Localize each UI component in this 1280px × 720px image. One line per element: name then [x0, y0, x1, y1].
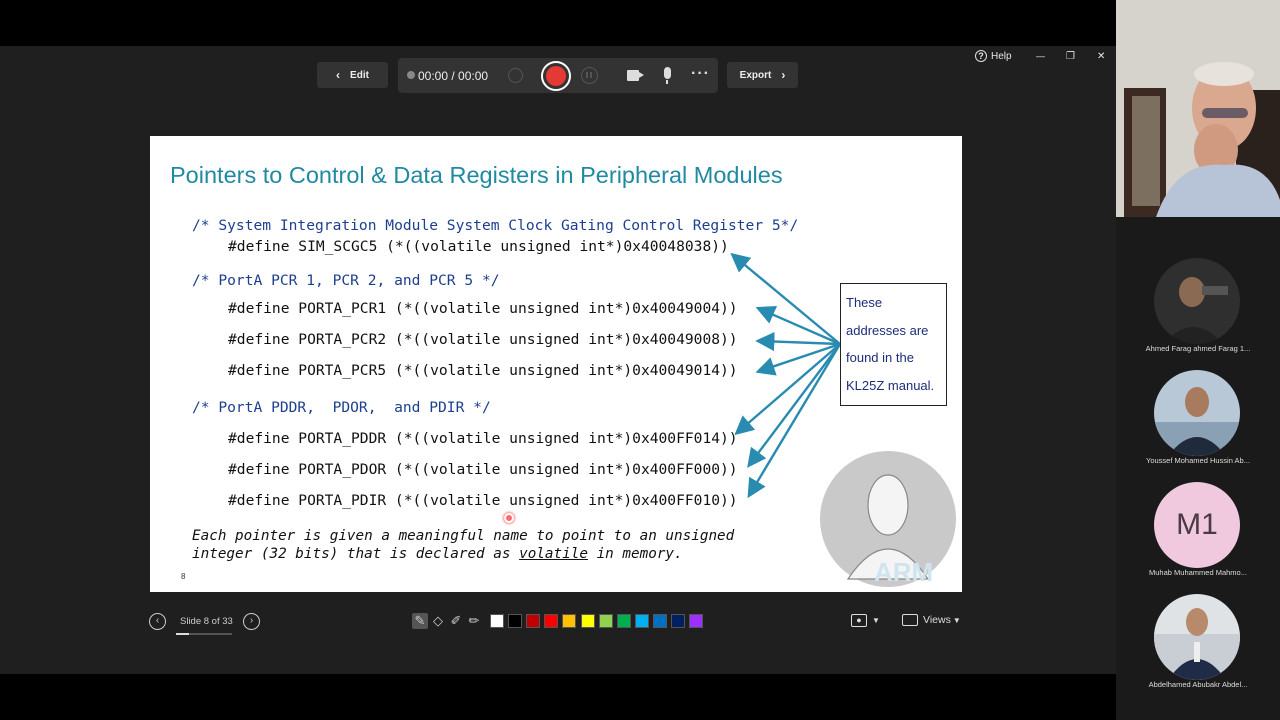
recording-controls	[398, 58, 718, 93]
pen-color-swatch[interactable]	[508, 614, 522, 628]
help-button[interactable]	[975, 48, 1012, 64]
arm-watermark: ARM	[874, 557, 934, 587]
slide-canvas	[150, 136, 962, 592]
pen-color-swatch[interactable]	[671, 614, 685, 628]
note-line-1: Each pointer is given a meaningful name to point to an unsigned	[192, 528, 735, 544]
highlighter-icon[interactable]: ✐	[450, 613, 462, 628]
minimize-button[interactable]: —	[1036, 51, 1045, 61]
slide-progress-bar	[176, 633, 232, 635]
pen-color-swatch[interactable]	[544, 614, 558, 628]
status-dot-icon	[407, 71, 415, 79]
restore-button[interactable]: ❐	[1066, 50, 1075, 62]
pen-color-swatch[interactable]	[526, 614, 540, 628]
recording-timer: 00:00 / 00:00	[418, 69, 489, 83]
pen-color-swatch[interactable]	[581, 614, 595, 628]
presenter-placeholder-avatar	[818, 449, 958, 589]
camera-layout-button[interactable]	[851, 614, 880, 627]
code-line-1: /* System Integration Module System Clock Gating Control Register 5*/	[192, 217, 799, 234]
export-label: Export	[739, 69, 772, 81]
slide-number: 8	[181, 572, 186, 581]
laser-pointer-icon	[504, 513, 514, 523]
code-line-3: /* PortA PCR 1, PCR 2, and PCR 5 */	[192, 272, 500, 289]
volatile-emphasis: volatile	[519, 546, 588, 562]
pause-icon[interactable]	[581, 67, 598, 84]
participant-name: Abdelhamed Abubakr Abdel...	[1148, 680, 1248, 689]
slide-progress-fill	[176, 633, 189, 635]
code-line-2: #define SIM_SCGC5 (*((volatile unsigned int*)0x40048038))	[228, 238, 729, 255]
microphone-icon[interactable]	[664, 67, 671, 79]
pen-color-swatch[interactable]	[562, 614, 576, 628]
views-dropdown-icon: ▼	[952, 615, 961, 625]
chevron-right-icon: ›	[781, 68, 786, 82]
dropdown-arrow-icon: ▼	[872, 616, 880, 625]
participant-avatar	[1154, 594, 1240, 680]
addresses-callout: These addresses are found in the KL25Z manual.	[840, 283, 947, 406]
more-options-icon[interactable]: ···	[691, 65, 710, 82]
code-line-4: #define PORTA_PCR1 (*((volatile unsigned int*)0x40049004))	[228, 300, 738, 317]
eraser-icon[interactable]: ◇	[433, 613, 443, 628]
code-line-5: #define PORTA_PCR2 (*((volatile unsigned int*)0x40049008))	[228, 331, 738, 348]
participant-initials-avatar: M1	[1154, 482, 1240, 568]
person-frame-icon: ●	[851, 614, 867, 627]
close-button[interactable]: ✕	[1097, 50, 1106, 62]
export-button[interactable]	[727, 62, 798, 88]
note-line-2: integer (32 bits) that is declared as volatile in memory.	[192, 546, 683, 562]
pen-color-swatch[interactable]	[653, 614, 667, 628]
participant-avatar	[1154, 258, 1240, 344]
presenter-webcam-video	[1116, 0, 1280, 217]
participant-avatar	[1154, 370, 1240, 456]
edit-label: Edit	[350, 69, 369, 81]
pen-color-swatch[interactable]	[617, 614, 631, 628]
views-label: Views	[923, 614, 951, 626]
pen-color-swatch[interactable]	[599, 614, 613, 628]
participant-name: Muhab Muhammed Mahmo...	[1149, 568, 1247, 577]
marker-icon[interactable]: ✏	[468, 613, 480, 628]
pen-tool-icon[interactable]: ✎	[412, 613, 428, 629]
help-icon: ?	[975, 50, 987, 62]
code-line-7: /* PortA PDDR, PDOR, and PDIR */	[192, 399, 491, 416]
participant-name: Youssef Mohamed Hussin Ab...	[1146, 456, 1250, 465]
pen-color-swatch[interactable]	[635, 614, 649, 628]
code-line-8: #define PORTA_PDDR (*((volatile unsigned int*)0x400FF014))	[228, 430, 738, 447]
pen-color-swatch[interactable]	[689, 614, 703, 628]
pen-color-swatch[interactable]	[490, 614, 504, 628]
edit-button[interactable]	[317, 62, 388, 88]
next-slide-button[interactable]: ›	[243, 613, 260, 630]
code-line-10: #define PORTA_PDIR (*((volatile unsigned int*)0x400FF010))	[228, 492, 738, 509]
retake-icon[interactable]	[508, 68, 523, 83]
help-label: Help	[991, 50, 1012, 62]
slide-title: Pointers to Control & Data Registers in Peripheral Modules	[170, 162, 783, 188]
camera-icon[interactable]	[627, 70, 639, 81]
previous-slide-button[interactable]: ‹	[149, 613, 166, 630]
views-icon	[902, 614, 918, 626]
chevron-left-icon: ‹	[336, 68, 341, 82]
views-button[interactable]	[902, 614, 961, 626]
slide-counter: Slide 8 of 33	[180, 616, 233, 627]
participant-name: Ahmed Farag ahmed Farag 1...	[1145, 344, 1251, 353]
participants-panel	[1116, 0, 1280, 720]
presenter-video-frame	[1116, 0, 1280, 217]
code-line-9: #define PORTA_PDOR (*((volatile unsigned int*)0x400FF000))	[228, 461, 738, 478]
record-button[interactable]	[541, 61, 571, 91]
code-line-6: #define PORTA_PCR5 (*((volatile unsigned int*)0x40049014))	[228, 362, 738, 379]
